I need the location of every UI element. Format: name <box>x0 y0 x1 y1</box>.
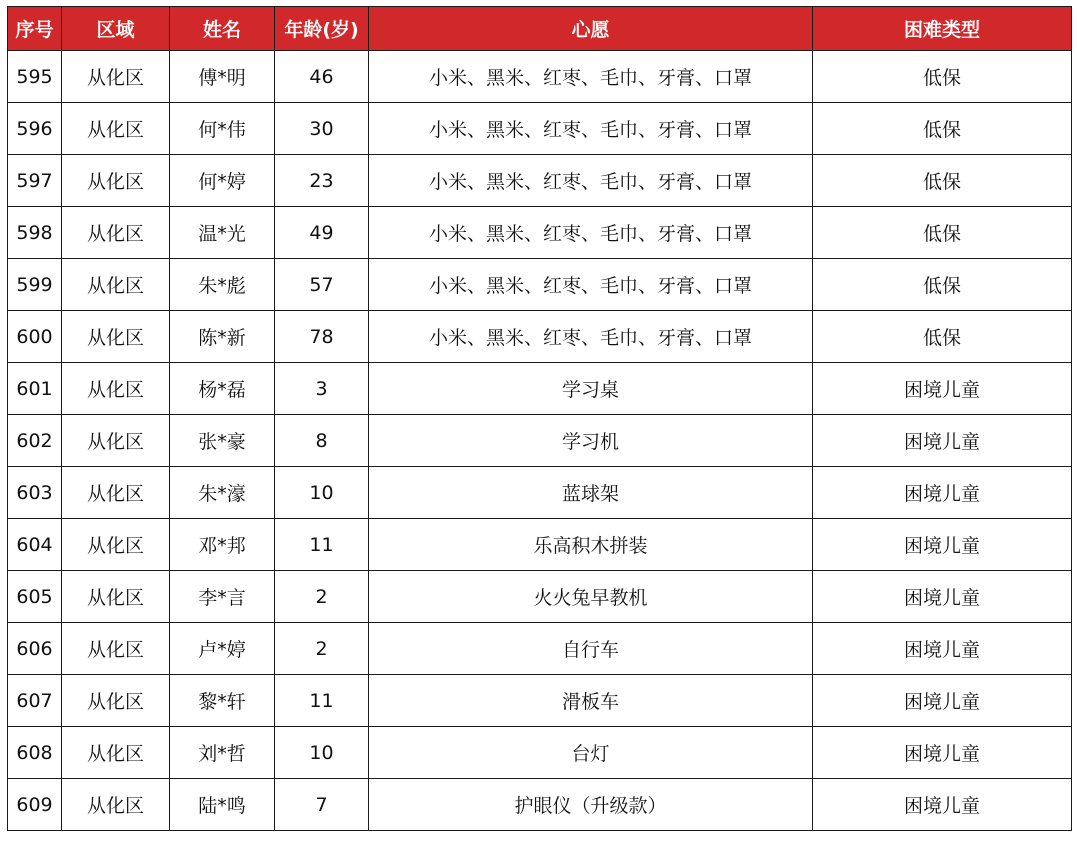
header-row <box>8 7 1072 51</box>
cell-wish: 小米、黑米、红枣、毛巾、牙膏、口罩 <box>369 207 813 259</box>
table-row <box>8 727 1072 779</box>
cell-name: 张*豪 <box>170 415 275 467</box>
cell-region: 从化区 <box>62 363 170 415</box>
cell-seq: 608 <box>8 727 62 779</box>
header-region: 区域 <box>62 7 170 51</box>
cell-type: 低保 <box>813 259 1072 311</box>
cell-type: 低保 <box>813 51 1072 103</box>
wish-list-table <box>7 6 1072 831</box>
cell-age: 78 <box>275 311 369 363</box>
cell-name: 温*光 <box>170 207 275 259</box>
cell-region: 从化区 <box>62 571 170 623</box>
cell-name: 黎*轩 <box>170 675 275 727</box>
cell-region: 从化区 <box>62 51 170 103</box>
cell-region: 从化区 <box>62 675 170 727</box>
cell-region: 从化区 <box>62 415 170 467</box>
cell-age: 8 <box>275 415 369 467</box>
cell-seq: 609 <box>8 779 62 831</box>
cell-seq: 605 <box>8 571 62 623</box>
cell-seq: 600 <box>8 311 62 363</box>
cell-type: 困境儿童 <box>813 675 1072 727</box>
cell-wish: 小米、黑米、红枣、毛巾、牙膏、口罩 <box>369 103 813 155</box>
cell-name: 卢*婷 <box>170 623 275 675</box>
cell-name: 刘*哲 <box>170 727 275 779</box>
table-row <box>8 207 1072 259</box>
cell-wish: 乐高积木拼装 <box>369 519 813 571</box>
cell-seq: 599 <box>8 259 62 311</box>
table-row <box>8 103 1072 155</box>
cell-name: 陈*新 <box>170 311 275 363</box>
table-row <box>8 415 1072 467</box>
cell-region: 从化区 <box>62 103 170 155</box>
cell-type: 困境儿童 <box>813 623 1072 675</box>
header-seq: 序号 <box>8 7 62 51</box>
cell-seq: 606 <box>8 623 62 675</box>
cell-name: 陆*鸣 <box>170 779 275 831</box>
cell-wish: 小米、黑米、红枣、毛巾、牙膏、口罩 <box>369 311 813 363</box>
table-row <box>8 571 1072 623</box>
cell-wish: 小米、黑米、红枣、毛巾、牙膏、口罩 <box>369 259 813 311</box>
cell-region: 从化区 <box>62 779 170 831</box>
cell-age: 11 <box>275 519 369 571</box>
cell-wish: 学习机 <box>369 415 813 467</box>
cell-type: 困境儿童 <box>813 571 1072 623</box>
cell-age: 10 <box>275 727 369 779</box>
cell-age: 46 <box>275 51 369 103</box>
cell-age: 30 <box>275 103 369 155</box>
cell-name: 李*言 <box>170 571 275 623</box>
cell-seq: 595 <box>8 51 62 103</box>
cell-age: 2 <box>275 623 369 675</box>
cell-type: 低保 <box>813 103 1072 155</box>
table-row <box>8 363 1072 415</box>
cell-type: 困境儿童 <box>813 519 1072 571</box>
cell-wish: 护眼仪（升级款） <box>369 779 813 831</box>
cell-type: 低保 <box>813 207 1072 259</box>
cell-name: 何*伟 <box>170 103 275 155</box>
cell-age: 10 <box>275 467 369 519</box>
cell-region: 从化区 <box>62 155 170 207</box>
cell-seq: 601 <box>8 363 62 415</box>
cell-seq: 604 <box>8 519 62 571</box>
header-wish: 心愿 <box>369 7 813 51</box>
cell-age: 7 <box>275 779 369 831</box>
cell-type: 困境儿童 <box>813 779 1072 831</box>
cell-name: 朱*濠 <box>170 467 275 519</box>
cell-wish: 蓝球架 <box>369 467 813 519</box>
cell-wish: 火火兔早教机 <box>369 571 813 623</box>
cell-name: 傅*明 <box>170 51 275 103</box>
table-row <box>8 623 1072 675</box>
cell-seq: 596 <box>8 103 62 155</box>
cell-seq: 603 <box>8 467 62 519</box>
cell-name: 邓*邦 <box>170 519 275 571</box>
cell-age: 49 <box>275 207 369 259</box>
header-type: 困难类型 <box>813 7 1072 51</box>
cell-age: 57 <box>275 259 369 311</box>
cell-age: 23 <box>275 155 369 207</box>
cell-wish: 小米、黑米、红枣、毛巾、牙膏、口罩 <box>369 51 813 103</box>
cell-name: 朱*彪 <box>170 259 275 311</box>
cell-wish: 自行车 <box>369 623 813 675</box>
cell-region: 从化区 <box>62 727 170 779</box>
table-row <box>8 467 1072 519</box>
cell-type: 困境儿童 <box>813 415 1072 467</box>
cell-seq: 607 <box>8 675 62 727</box>
wish-list-table-container <box>7 6 1072 831</box>
cell-age: 3 <box>275 363 369 415</box>
cell-region: 从化区 <box>62 311 170 363</box>
table-header <box>8 7 1072 51</box>
cell-name: 杨*磊 <box>170 363 275 415</box>
table-row <box>8 155 1072 207</box>
cell-type: 困境儿童 <box>813 363 1072 415</box>
cell-age: 2 <box>275 571 369 623</box>
table-row <box>8 51 1072 103</box>
header-name: 姓名 <box>170 7 275 51</box>
cell-type: 困境儿童 <box>813 467 1072 519</box>
cell-type: 低保 <box>813 311 1072 363</box>
cell-age: 11 <box>275 675 369 727</box>
header-age: 年龄(岁) <box>275 7 369 51</box>
table-row <box>8 311 1072 363</box>
cell-seq: 602 <box>8 415 62 467</box>
cell-region: 从化区 <box>62 259 170 311</box>
table-row <box>8 259 1072 311</box>
cell-wish: 滑板车 <box>369 675 813 727</box>
table-row <box>8 675 1072 727</box>
cell-region: 从化区 <box>62 623 170 675</box>
cell-type: 低保 <box>813 155 1072 207</box>
cell-seq: 597 <box>8 155 62 207</box>
cell-seq: 598 <box>8 207 62 259</box>
cell-region: 从化区 <box>62 467 170 519</box>
table-row <box>8 519 1072 571</box>
table-row <box>8 779 1072 831</box>
cell-type: 困境儿童 <box>813 727 1072 779</box>
cell-name: 何*婷 <box>170 155 275 207</box>
table-body <box>8 51 1072 831</box>
cell-region: 从化区 <box>62 207 170 259</box>
cell-wish: 台灯 <box>369 727 813 779</box>
cell-wish: 学习桌 <box>369 363 813 415</box>
cell-wish: 小米、黑米、红枣、毛巾、牙膏、口罩 <box>369 155 813 207</box>
cell-region: 从化区 <box>62 519 170 571</box>
